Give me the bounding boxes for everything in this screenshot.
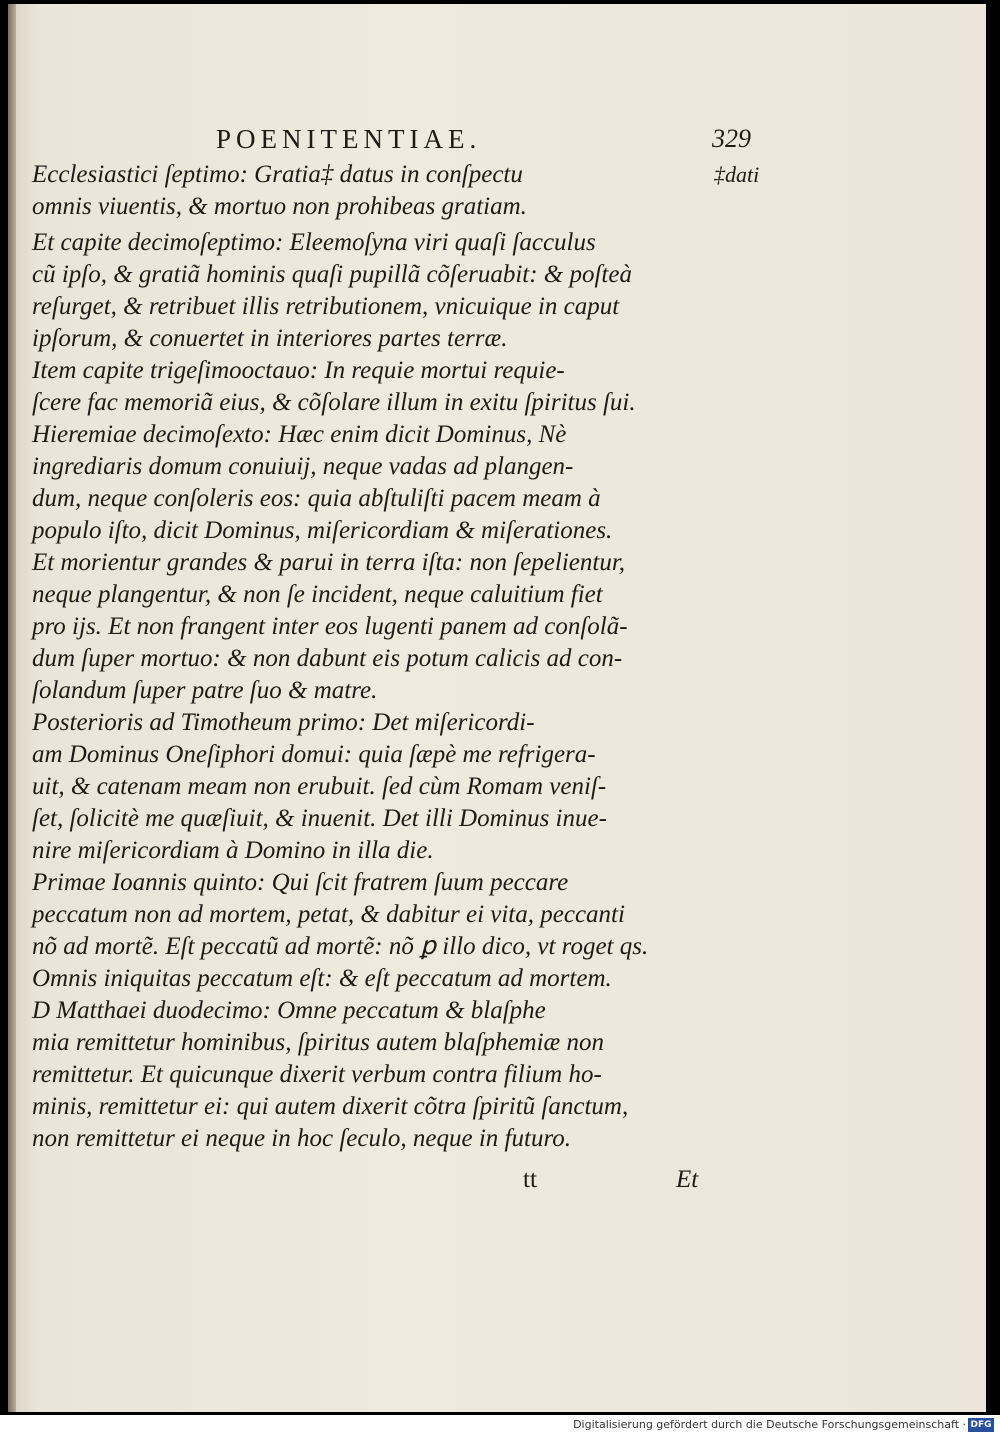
text-line: neque plangentur, & non ſe incident, neque caluitium fiet	[32, 581, 603, 608]
text-line: uit, & catenam meam non erubuit. ſed cùm Romam veniſ-	[32, 773, 607, 800]
page-header	[8, 124, 986, 164]
text-line: peccatum non ad mortem, petat, & dabitur ei vita, peccanti	[32, 901, 625, 928]
text-line: nire miſericordiam à Domino in illa die.	[32, 837, 434, 864]
text-line: ingrediaris domum conuiuij, neque vadas ad plangen-	[32, 453, 574, 480]
text-line: ſet, ſolicitè me quæſiuit, & inuenit. Det illi Dominus inue-	[32, 805, 607, 832]
funding-credit: Digitalisierung gefördert durch die Deutsche Forschungsgemeinschaft ·	[573, 1418, 966, 1431]
text-line: mia remittetur hominibus, ſpiritus autem blaſphemiæ non	[32, 1029, 604, 1056]
page-number: 329	[712, 124, 751, 153]
text-line: cũ ipſo, & gratiã hominis quaſi pupillã cõſeruabit: & poſteà	[32, 261, 632, 288]
text-line: reſurget, & retribuet illis retributionem, vnicuique in caput	[32, 293, 620, 320]
text-line: Item capite trigeſimooctauo: In requie mortui requie-	[32, 357, 565, 384]
text-line: pro ijs. Et non frangent inter eos lugenti panem ad conſolã-	[32, 613, 628, 640]
text-line: Primae Ioannis quinto: Qui ſcit fratrem ſuum peccare	[32, 869, 569, 896]
running-head: POENITENTIAE.	[216, 124, 482, 154]
page-footer	[8, 1166, 986, 1206]
text-line: dum ſuper mortuo: & non dabunt eis potum calicis ad con-	[32, 645, 623, 672]
text-line: Et morientur grandes & parui in terra iſta: non ſepelientur,	[32, 549, 626, 576]
text-line: ipſorum, & conuertet in interiores partes terræ.	[32, 325, 508, 352]
text-line: minis, remittetur ei: qui autem dixerit cõtra ſpiritũ ſanctum,	[32, 1093, 629, 1120]
text-line: omnis viuentis, & mortuo non prohibeas gratiam.	[32, 193, 527, 220]
text-line: dum, neque conſoleris eos: quia abſtuliſti pacem meam à	[32, 485, 601, 512]
text-line: populo iſto, dicit Dominus, miſericordiam & miſerationes.	[32, 517, 613, 544]
text-line: am Dominus Oneſiphori domui: quia ſæpè me refrigera-	[32, 741, 596, 768]
catchword: Et	[676, 1166, 699, 1193]
text-line: Posterioris ad Timotheum primo: Det miſericordi-	[32, 709, 535, 736]
text-line: Omnis iniquitas peccatum eſt: & eſt peccatum ad mortem.	[32, 965, 612, 992]
text-line: ſolandum ſuper patre ſuo & matre.	[32, 677, 378, 704]
text-line: non remittetur ei neque in hoc ſeculo, neque in futuro.	[32, 1125, 572, 1152]
margin-note: ‡dati	[714, 162, 760, 187]
text-line: D Matthaei duodecimo: Omne peccatum & blaſphe	[32, 997, 546, 1024]
signature-mark: tt	[523, 1166, 537, 1193]
body-text	[32, 159, 712, 1155]
text-line: Ecclesiastici ſeptimo: Gratia‡ datus in conſpectu	[32, 161, 523, 188]
book-page	[8, 4, 986, 1412]
text-line: remittetur. Et quicunque dixerit verbum contra filium ho-	[32, 1061, 602, 1088]
text-line: nõ ad mortẽ. Eſt peccatũ ad mortẽ: nõ ꝑ illo dico, vt roget qs.	[32, 933, 649, 960]
dfg-logo: DFG	[968, 1418, 994, 1432]
text-line: ſcere fac memoriã eius, & cõſolare illum in exitu ſpiritus ſui.	[32, 389, 636, 416]
text-line: Hieremiae decimoſexto: Hæc enim dicit Dominus, Nè	[32, 421, 567, 448]
text-line: Et capite decimoſeptimo: Eleemoſyna viri quaſi ſacculus	[32, 229, 596, 256]
